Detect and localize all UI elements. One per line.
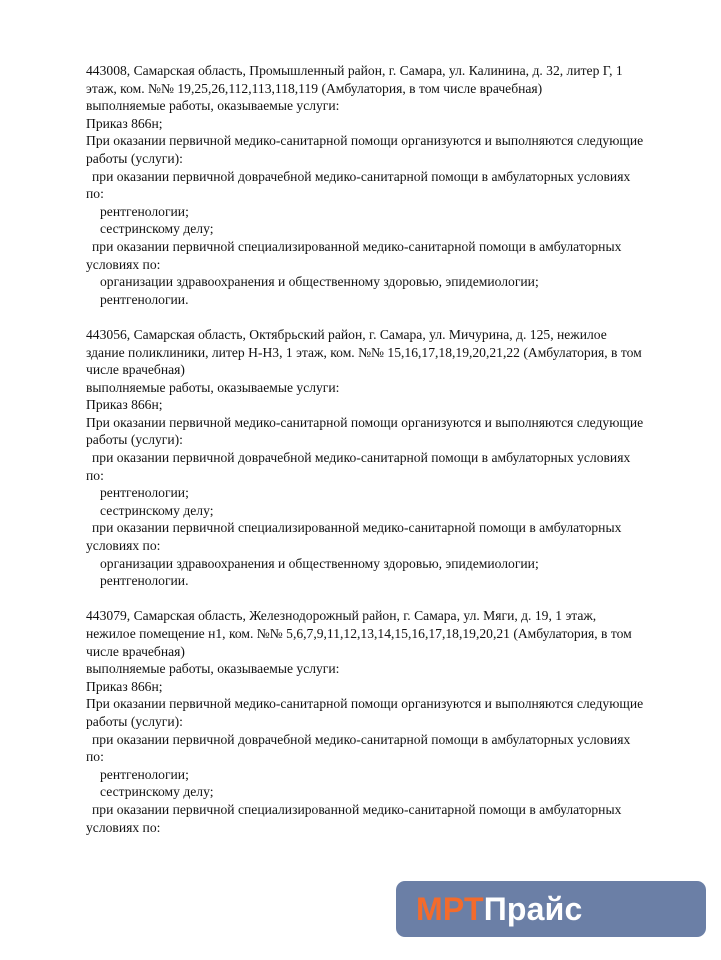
address-line: 443079, Самарская область, Железнодорожный район, г. Самара, ул. Мяги, д. 19, 1 этаж, xyxy=(86,608,597,624)
service-item: сестринскому делу; xyxy=(100,502,214,518)
body-text: При оказании первичной медико-санитарной помощи организуются и выполняются следующие xyxy=(86,133,644,149)
care-type-text: по: xyxy=(86,186,104,202)
mrtprice-logo[interactable] xyxy=(396,881,706,937)
address-line: числе врачебная) xyxy=(86,362,185,378)
care-type-text: при оказании первичной доврачебной медико-санитарной помощи в амбулаторных условиях xyxy=(92,168,631,184)
care-type-text: условиях по: xyxy=(86,538,161,554)
body-text: При оказании первичной медико-санитарной помощи организуются и выполняются следующие xyxy=(86,696,644,712)
service-item: рентгенологии. xyxy=(100,573,189,589)
logo-accent-text: МРТ xyxy=(416,890,484,927)
care-type-text: при оказании первичной доврачебной медико-санитарной помощи в амбулаторных условиях xyxy=(92,731,631,747)
service-item: сестринскому делу; xyxy=(100,221,214,237)
care-type-text: при оказании первичной специализированной медико-санитарной помощи в амбулаторных xyxy=(92,238,622,254)
care-type-text: при оказании первичной специализированной медико-санитарной помощи в амбулаторных xyxy=(92,801,622,817)
services-heading: выполняемые работы, оказываемые услуги: xyxy=(86,661,340,677)
address-line: 443056, Самарская область, Октябрьский район, г. Самара, ул. Мичурина, д. 125, нежилое xyxy=(86,326,607,342)
address-block-2 xyxy=(86,326,686,590)
service-item: организации здравоохранения и общественному здоровью, эпидемиологии; xyxy=(100,555,539,571)
document-body xyxy=(86,62,686,854)
address-block-1 xyxy=(86,62,686,308)
body-text: работы (услуги): xyxy=(86,150,183,166)
order-reference: Приказ 866н; xyxy=(86,397,163,413)
address-line: числе врачебная) xyxy=(86,643,185,659)
service-item: сестринскому делу; xyxy=(100,784,214,800)
address-line: 443008, Самарская область, Промышленный район, г. Самара, ул. Калинина, д. 32, литер Г, 1 xyxy=(86,63,623,78)
service-item: организации здравоохранения и общественному здоровью, эпидемиологии; xyxy=(100,274,539,290)
services-heading: выполняемые работы, оказываемые услуги: xyxy=(86,379,340,395)
service-item: рентгенологии; xyxy=(100,203,189,219)
body-text: работы (услуги): xyxy=(86,713,183,729)
address-block-3 xyxy=(86,607,686,836)
service-item: рентгенологии; xyxy=(100,766,189,782)
care-type-text: условиях по: xyxy=(86,256,161,272)
services-heading: выполняемые работы, оказываемые услуги: xyxy=(86,98,340,114)
order-reference: Приказ 866н; xyxy=(86,678,163,694)
care-type-text: по: xyxy=(86,467,104,483)
address-line: этаж, ком. №№ 19,25,26,112,113,118,119 (Амбулатория, в том числе врачебная) xyxy=(86,80,543,96)
order-reference: Приказ 866н; xyxy=(86,115,163,131)
care-type-text: при оказании первичной доврачебной медико-санитарной помощи в амбулаторных условиях xyxy=(92,450,631,466)
logo-rest-text: Прайс xyxy=(483,890,583,927)
body-text: При оказании первичной медико-санитарной помощи организуются и выполняются следующие xyxy=(86,414,644,430)
address-line: здание поликлиники, литер Н-Н3, 1 этаж, ком. №№ 15,16,17,18,19,20,21,22 (Амбулатория, в том xyxy=(86,344,642,360)
care-type-text: при оказании первичной специализированной медико-санитарной помощи в амбулаторных xyxy=(92,520,622,536)
service-item: рентгенологии; xyxy=(100,485,189,501)
address-line: нежилое помещение н1, ком. №№ 5,6,7,9,11,12,13,14,15,16,17,18,19,20,21 (Амбулатория, в том xyxy=(86,626,632,641)
body-text: работы (услуги): xyxy=(86,432,183,448)
service-item: рентгенологии. xyxy=(100,291,189,307)
care-type-text: условиях по: xyxy=(86,819,161,835)
care-type-text: по: xyxy=(86,749,104,765)
